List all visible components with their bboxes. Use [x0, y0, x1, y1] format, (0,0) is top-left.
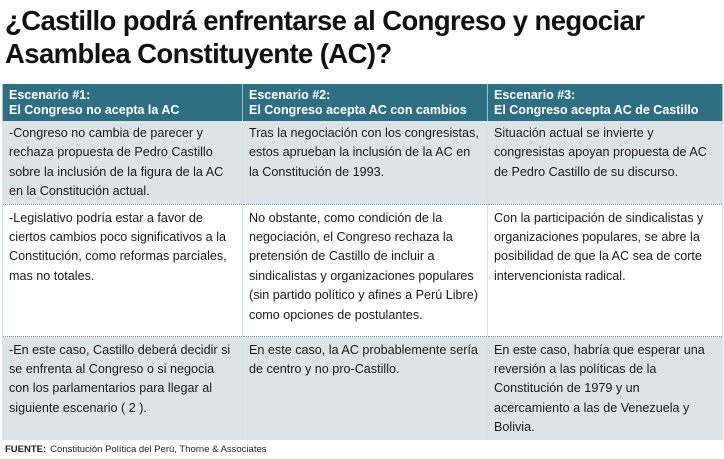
table-cell-r1-c1: -Congreso no cambia de parecer y rechaza propuesta de Pedro Castillo sobre la inclusión de la figura de la AC en la Constitución actual. — [3, 121, 243, 204]
table-header-row — [3, 84, 723, 121]
table-row — [3, 204, 723, 336]
scenario-1-title: Escenario #1: — [9, 88, 91, 102]
source-text: Constitución Política del Perú, Thorne & Associates — [50, 444, 267, 455]
table-cell-r2-c3: Con la participación de sindicalistas y organizaciones populares, se abre la posibilidad de que la AC sea de corte intervencionista radical. — [488, 204, 723, 336]
table-cell-r2-c2: No obstante, como condición de la negociación, el Congreso rechaza la pretensión de Castillo de incluir a sindicalistas y organizaciones populares (sin partido político y afines a Perú Libre) como opciones de postulantes. — [243, 204, 488, 336]
scenario-1-header — [3, 84, 243, 121]
headline-line-2: Asamblea Constituyente (AC)? — [5, 38, 392, 69]
scenario-3-title: Escenario #3: — [494, 88, 576, 102]
scenario-3-header — [488, 84, 723, 121]
scenarios-table-container — [2, 84, 722, 440]
table-cell-r1-c3: Situación actual se invierte y congresistas apoyan propuesta de AC de Pedro Castillo de su discurso. — [488, 121, 723, 204]
table-cell-r3-c1: -En este caso, Castillo deberá decidir si se enfrenta al Congreso o si negocia con los parlamentarios para llegar al siguiente escenario ( 2 ). — [3, 336, 243, 440]
source-label: FUENTE: — [5, 444, 47, 455]
source-footer — [5, 444, 267, 456]
table-cell-r3-c2: En este caso, la AC probablemente sería de centro y no pro-Castillo. — [243, 336, 488, 440]
headline — [5, 4, 719, 70]
table-cell-r3-c3: En este caso, habría que esperar una reversión a las políticas de la Constitución de 1979 y un acercamiento a las de Venezuela y Bolivia. — [488, 336, 723, 440]
headline-line-1: ¿Castillo podrá enfrentarse al Congreso y negociar — [5, 5, 645, 36]
scenario-1-subtitle: El Congreso no acepta la AC — [9, 103, 180, 117]
table-cell-r1-c2: Tras la negociación con los congresistas, estos aprueban la inclusión de la AC en la Constitución de 1993. — [243, 121, 488, 204]
table-row — [3, 121, 723, 204]
scenarios-table — [2, 84, 723, 440]
scenario-2-title: Escenario #2: — [249, 88, 331, 102]
scenario-2-subtitle: El Congreso acepta AC con cambios — [249, 103, 467, 117]
table-row — [3, 336, 723, 440]
table-cell-r2-c1: -Legislativo podría estar a favor de ciertos cambios poco significativos a la Constitución, como reformas parciales, mas no totales. — [3, 204, 243, 336]
scenario-3-subtitle: El Congreso acepta AC de Castillo — [494, 103, 699, 117]
scenario-2-header — [243, 84, 488, 121]
